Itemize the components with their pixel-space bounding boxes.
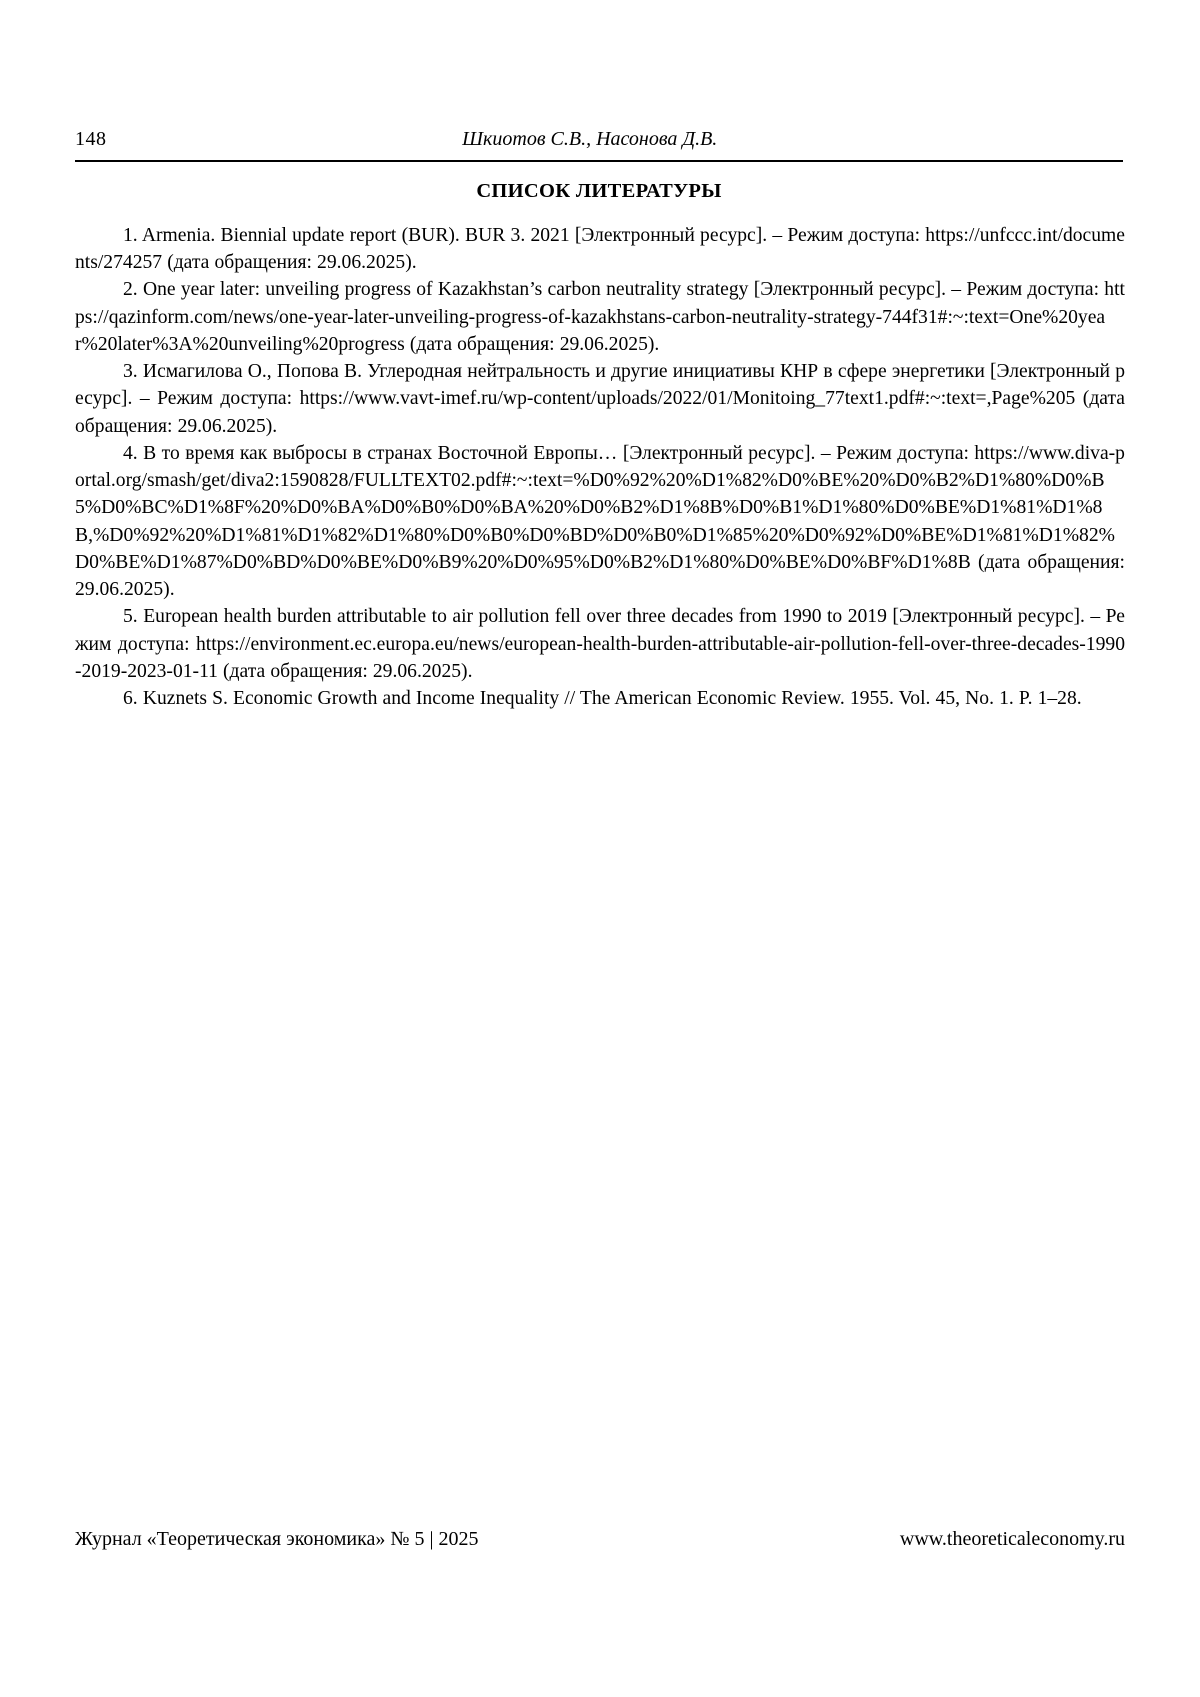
reference-item (75, 276, 1125, 358)
reference-number: 6. (123, 687, 138, 709)
references-list (75, 222, 1125, 712)
reference-number: 4. (123, 442, 138, 464)
reference-item (75, 358, 1125, 440)
reference-text: Исмагилова О., Попова В. Углеродная нейтральность и другие инициативы КНР в сфере энергетики [Электронный ресурс]. – Режим доступа: https://www.vavt-imef.ru/wp-content/uploads/2022/01/Monitoing_77text1.pdf#:~:text=,Page%205 (дата обращения: 29.06.2025). (75, 361, 1125, 437)
footer-journal-info: Журнал «Теоретическая экономика» № 5 | 2025 (75, 1528, 479, 1550)
reference-number: 3. (123, 361, 138, 383)
reference-number: 2. (123, 279, 138, 301)
reference-text: Armenia. Biennial update report (BUR). BUR 3. 2021 [Электронный ресурс]. – Режим доступа: https://unfccc.int/documents/274257 (дата обращения: 29.06.2025). (75, 225, 1125, 274)
reference-text: Kuznets S. Economic Growth and Income Inequality // The American Economic Review. 1955. Vol. 45, No. 1. P. 1–28. (142, 687, 1082, 709)
header-page-number: 148 (75, 128, 107, 150)
reference-number: 5. (123, 606, 138, 628)
header-divider (75, 160, 1123, 162)
page-header (75, 128, 1123, 151)
reference-item (75, 440, 1125, 603)
reference-text: В то время как выбросы в странах Восточной Европы… [Электронный ресурс]. – Режим доступа: https://www.diva-portal.org/smash/get/diva2:1590828/FULLTEXT02.pdf#:~:text=%D0%92%20%D1%82%D0%BE%20%D0%B2%D1%80%D0%B5%D0%BC%D1%8F%20%D0%BA%D0%B0%D0%BA%20%D0%B2%D1%8B%D0%B1%D1%80%D0%BE%D1%81%D1%8B,%D0%92%20%D1%81%D1%82%D1%80%D0%B0%D0%BD%D0%B0%D1%85%20%D0%92%D0%BE%D1%81%D1%82%D0%BE%D1%87%D0%BD%D0%BE%D0%B9%20%D0%95%D0%B2%D1%80%D0%BE%D0%BF%D1%8B (дата обращения: 29.06.2025). (75, 442, 1125, 601)
reference-number: 1. (123, 225, 138, 246)
reference-text: European health burden attributable to air pollution fell over three decades from 1990 to 2019 [Электронный ресурс]. – Режим доступа: https://environment.ec.europa.eu/news/european-health-burden-attributable-air-pollution-fell-over-three-decades-1990-2019-2023-01-11 (дата обращения: 29.06.2025). (75, 606, 1125, 682)
page-title: СПИСОК ЛИТЕРАТУРЫ (476, 180, 722, 202)
header-authors: Шкиотов С.В., Насонова Д.В. (462, 128, 718, 150)
footer-website: www.theoreticaleconomy.ru (899, 1528, 1125, 1550)
reference-item (75, 603, 1125, 685)
reference-item (75, 222, 1125, 276)
reference-text: One year later: unveiling progress of Kazakhstan’s carbon neutrality strategy [Электронный ресурс]. – Режим доступа: https://qazinform.com/news/one-year-later-unveiling-progress-of-kazakhstans-carbon-neutrality-strategy-744f31#:~:text=One%20year%20later%3A%20unveiling%20progress (дата обращения: 29.06.2025). (75, 279, 1125, 355)
reference-item (75, 685, 1125, 712)
page-footer (75, 1528, 1125, 1551)
